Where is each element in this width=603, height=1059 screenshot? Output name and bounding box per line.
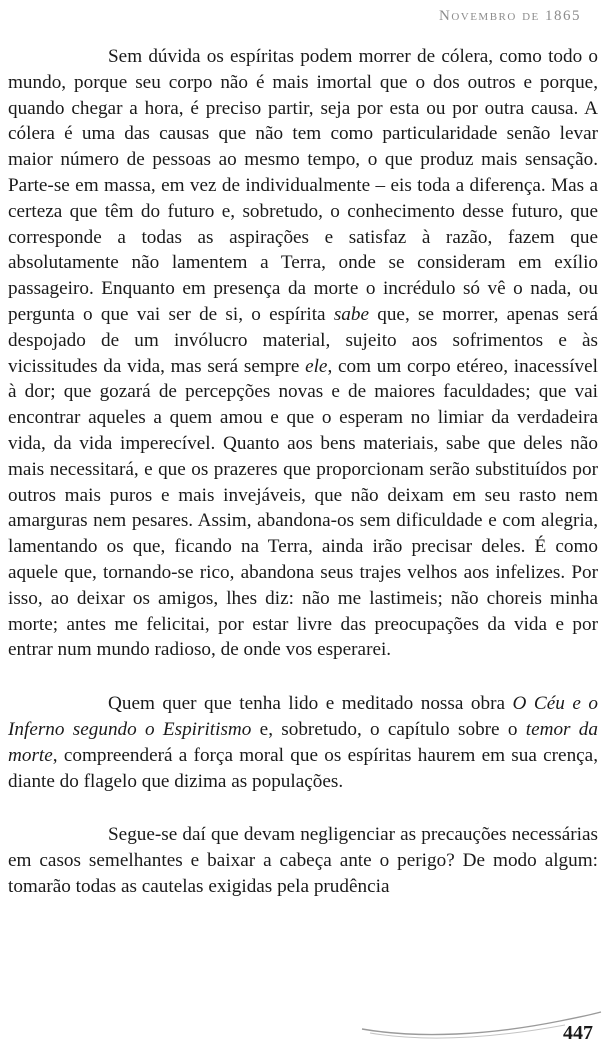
text-segment: e, sobretudo, o capítulo sobre o [251,718,526,740]
book-title-italic: O Céu e o Inferno segundo o Espiritismo [8,693,598,740]
running-head: Novembro de 1865 [438,8,581,24]
text-segment: , com um corpo etéreo, inacessível à dor; que gozará de percepções novas e de maiores faculdades; que vai encontrar aqueles a quem amou e que o esperam no limiar da verdadeira vida, da vida imperecível. Quanto aos bens materiais, sabe que deles não mais necessitará, e que os prazeres que proporcionam serão substituídos por outros mais puros e mais invejáveis, que não deixam em seu rasto nem amarguras nem pesares. Assim, abandona-os sem dificuldade e com alegria, lamentando os que, ficando na Terra, ainda irão precisar deles. É como aquele que, tornando-se rico, abandona seus trajes velhos aos infelizes. Por isso, ao deixar os amigos, lhes diz: não me lastimeis; não choreis minha morte; antes me felicitai, por estar livre das preocupações da vida e por entrar num mundo radioso, de onde vos esperarei. [8,355,598,661]
paragraph-gap [8,794,598,822]
text-segment: Sem dúvida os espíritas podem morrer de cólera, como todo o mundo, porque seu corpo não é mais imortal que o dos outros e porque, quando chegar a hora, é preciso partir, seja por esta ou por outra causa. A cólera é uma das causas que não tem como particularidade senão levar maior número de pessoas ao mesmo tempo, o que produz mais sensação. Parte-se em massa, em vez de individualmente – eis toda a diferença. Mas a certeza que têm do futuro e, sobretudo, o conhecimento desse futuro, que corresponde a todas as aspirações e satisfaz à razão, fazem que absolutamente não lamentem a Terra, onde se consideram em exílio passageiro. Enquanto em presença da morte o incrédulo só vê o nada, ou pergunta o que vai ser de si, o espírita [8,46,598,325]
text-segment: Quem quer que tenha lido e meditado nossa obra [108,693,513,715]
paragraph-1 [8,44,598,663]
page-number: 447 [563,1022,593,1044]
text-segment: que, se morrer, apenas será despojado de um invólucro material, sujeito aos sofrimentos e às vicissitudes da vida, mas será sempre [8,303,599,377]
body-text [8,44,598,900]
chapter-title-italic: temor da morte [8,718,598,766]
page-footer [0,999,603,1059]
paragraph-3 [8,822,598,899]
paragraph-2 [8,691,598,794]
text-segment: Segue-se daí que devam negligenciar as precauções necessárias em casos semelhantes e baixar a cabeça ante o perigo? De modo algum: tomarão todas as cautelas exigidas pela prudência [8,824,598,897]
paragraph-gap [8,663,598,691]
text-segment: , compreenderá a força moral que os espíritas haurem em sua crença, diante do flagelo que dizima as populações. [8,744,598,792]
italic-segment: sabe [333,303,369,325]
italic-segment: ele [305,355,328,377]
